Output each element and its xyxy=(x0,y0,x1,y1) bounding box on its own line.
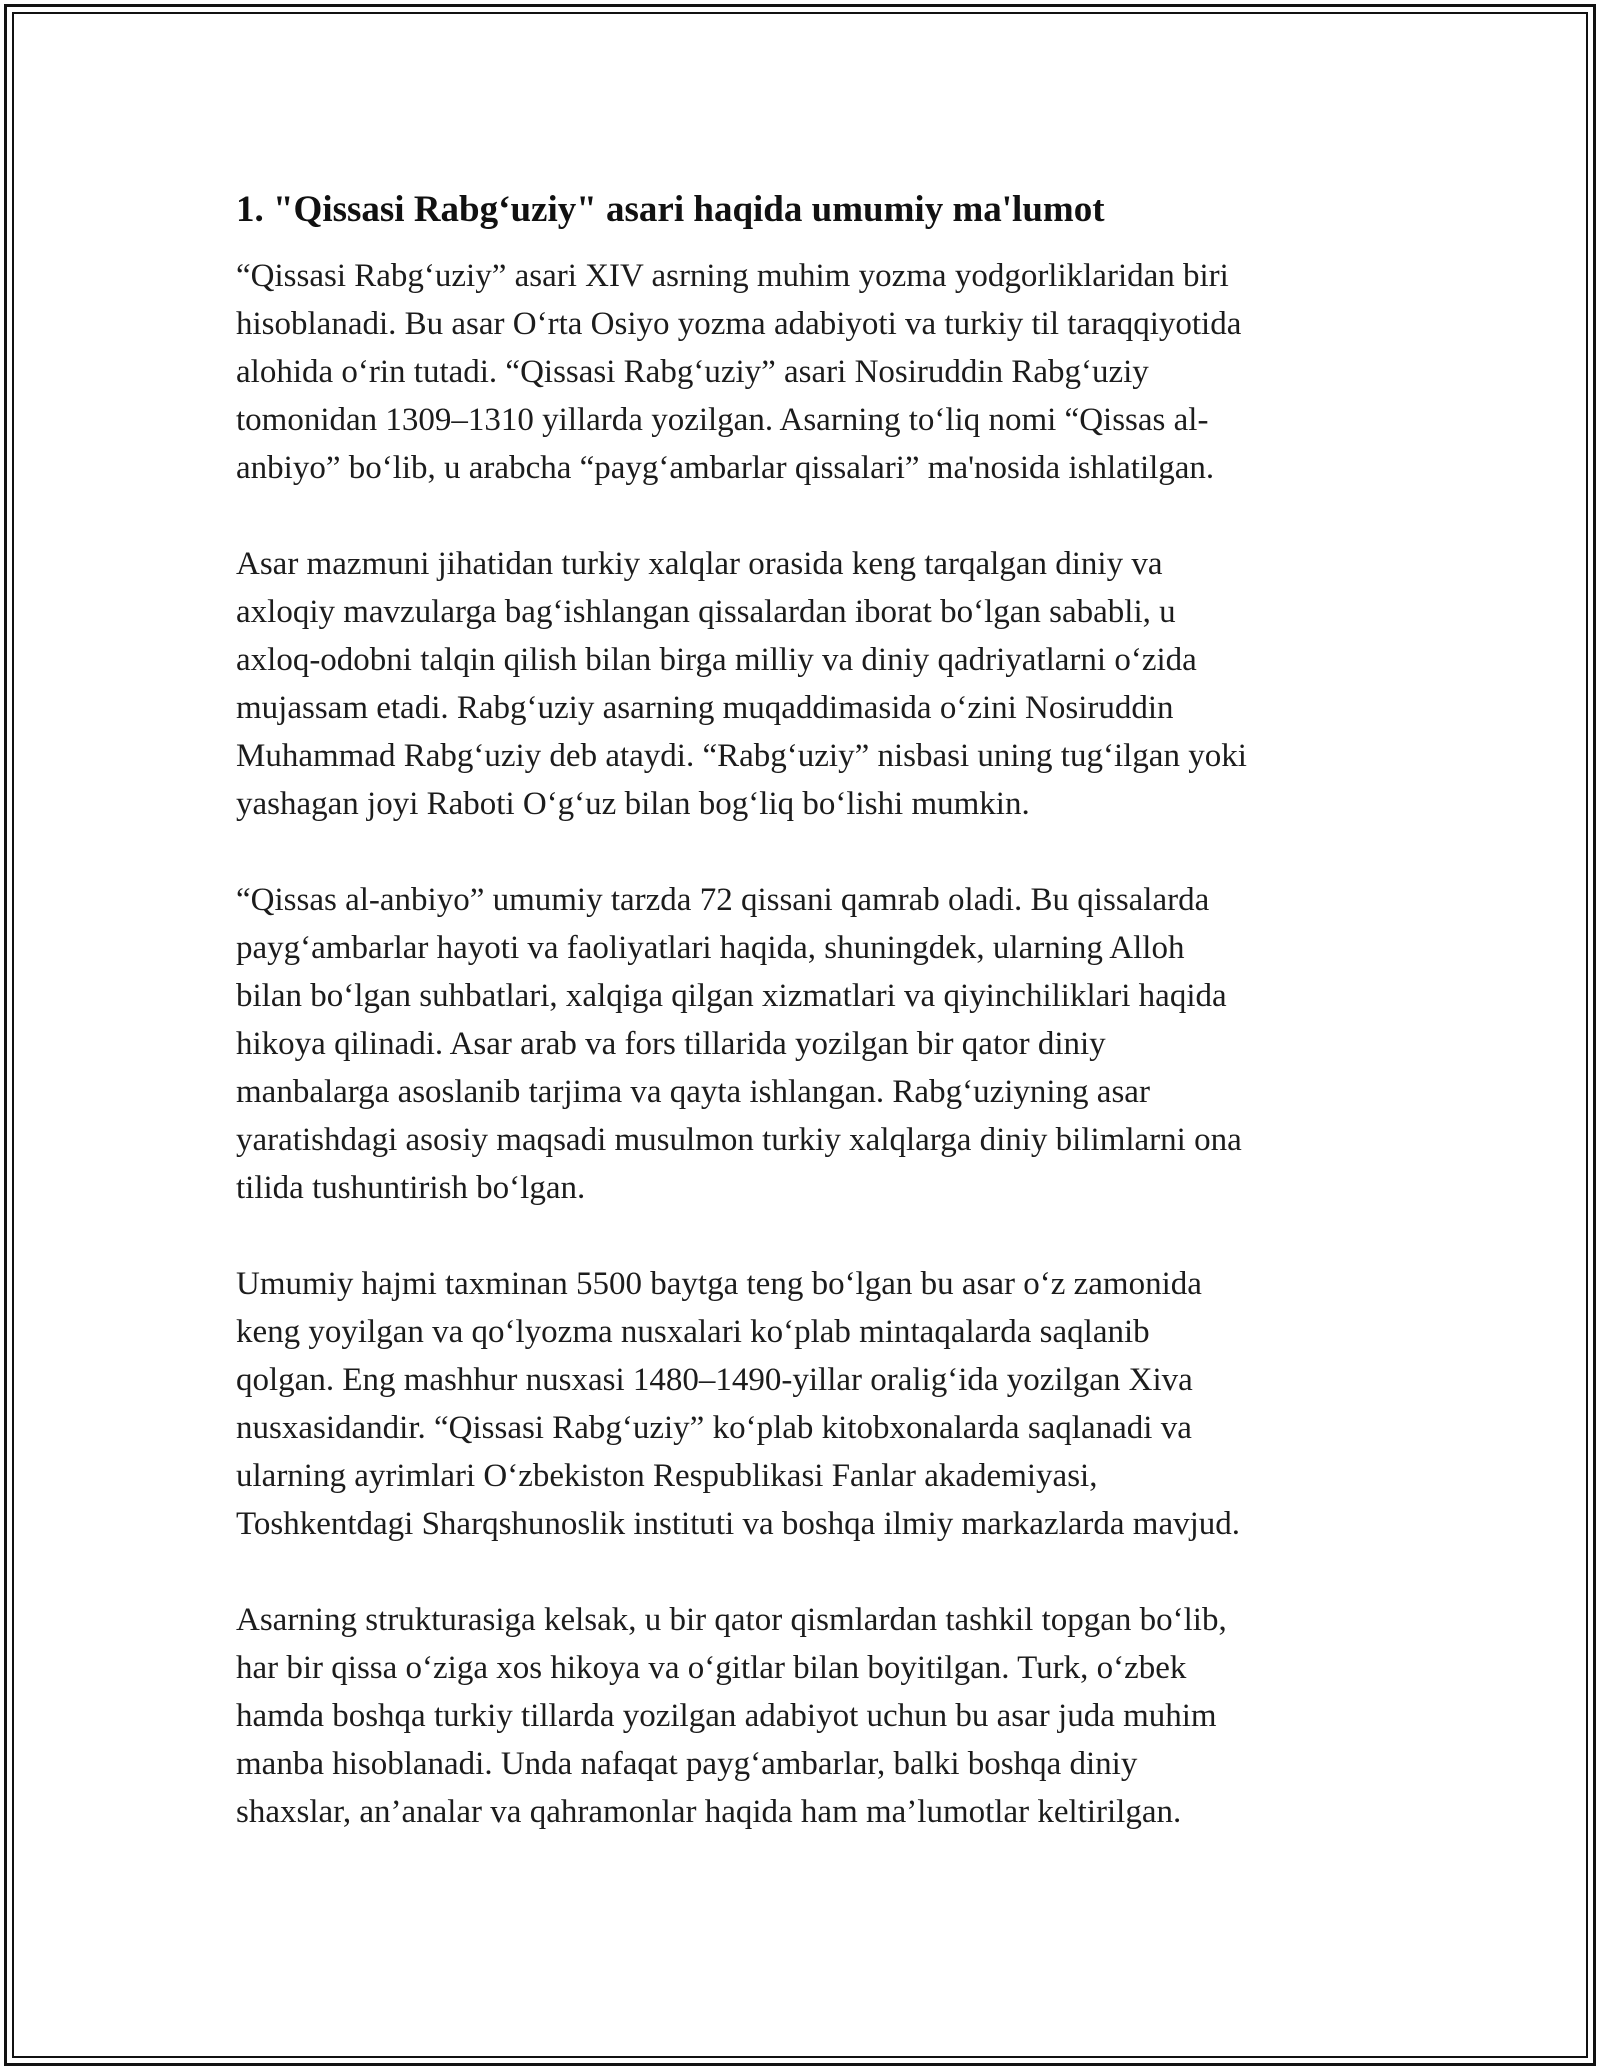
paragraph-intro: “Qissasi Rabg‘uziy” asari XIV asrning muhim yozma yodgorliklaridan biri hisoblanadi. Bu asar O‘rta Osiyo yozma adabiyoti va turkiy til taraqqiyotida alohida o‘rin tutadi. “Qissasi Rabg‘uziy” asari Nosiruddin Rabg‘uziy tomonidan 1309–1310 yillarda yozilgan. Asarning to‘liq nomi “Qissas al- anbiyo” bo‘lib, u arabcha “payg‘ambarlar qissalari” ma'nosida ishlatilgan. xyxy=(236,258,1242,486)
document-body xyxy=(236,186,1376,1836)
section-heading: 1. "Qissasi Rabg‘uziy" asari haqida umumiy ma'lumot xyxy=(236,189,1105,230)
paragraph-structure: Asarning strukturasiga kelsak, u bir qator qismlardan tashkil topgan bo‘lib, har bir qissa o‘ziga xos hikoya va o‘gitlar bilan boyitilgan. Turk, o‘zbek hamda boshqa turkiy tillarda yozilgan adabiyot uchun bu asar juda muhim manba hisoblanadi. Unda nafaqat payg‘ambarlar, balki boshqa diniy shaxslar, an’analar va qahramonlar haqida ham ma’lumotlar keltirilgan. xyxy=(236,1602,1227,1830)
paragraph-content: Asar mazmuni jihatidan turkiy xalqlar orasida keng tarqalgan diniy va axloqiy mavzularga bag‘ishlangan qissalardan iborat bo‘lgan sababli, u axloq-odobni talqin qilish bilan birga milliy va diniy qadriyatlarni o‘zida mujassam etadi. Rabg‘uziy asarning muqaddimasida o‘zini Nosiruddin Muhammad Rabg‘uziy deb ataydi. “Rabg‘uziy” nisbasi uning tug‘ilgan yoki yashagan joyi Raboti O‘g‘uz bilan bog‘liq bo‘lishi mumkin. xyxy=(236,546,1247,822)
paragraph-stories: “Qissas al-anbiyo” umumiy tarzda 72 qissani qamrab oladi. Bu qissalarda payg‘ambarlar hayoti va faoliyatlari haqida, shuningdek, ularning Alloh bilan bo‘lgan suhbatlari, xalqiga qilgan xizmatlari va qiyinchiliklari haqida hikoya qilinadi. Asar arab va fors tillarida yozilgan bir qator diniy manbalarga asoslanib tarjima va qayta ishlangan. Rabg‘uziyning asar yaratishdagi asosiy maqsadi musulmon turkiy xalqlarga diniy bilimlarni ona tilida tushuntirish bo‘lgan. xyxy=(236,882,1242,1206)
paragraph-manuscripts: Umumiy hajmi taxminan 5500 baytga teng bo‘lgan bu asar o‘z zamonida keng yoyilgan va qo‘lyozma nusxalari ko‘plab mintaqalarda saqlanib qolgan. Eng mashhur nusxasi 1480–1490-yillar oralig‘ida yozilgan Xiva nusxasidandir. “Qissasi Rabg‘uziy” ko‘plab kitobxonalarda saqlanadi va ularning ayrimlari O‘zbekiston Respublikasi Fanlar akademiyasi, Toshkentdagi Sharqshunoslik instituti va boshqa ilmiy markazlarda mavjud. xyxy=(236,1266,1241,1542)
